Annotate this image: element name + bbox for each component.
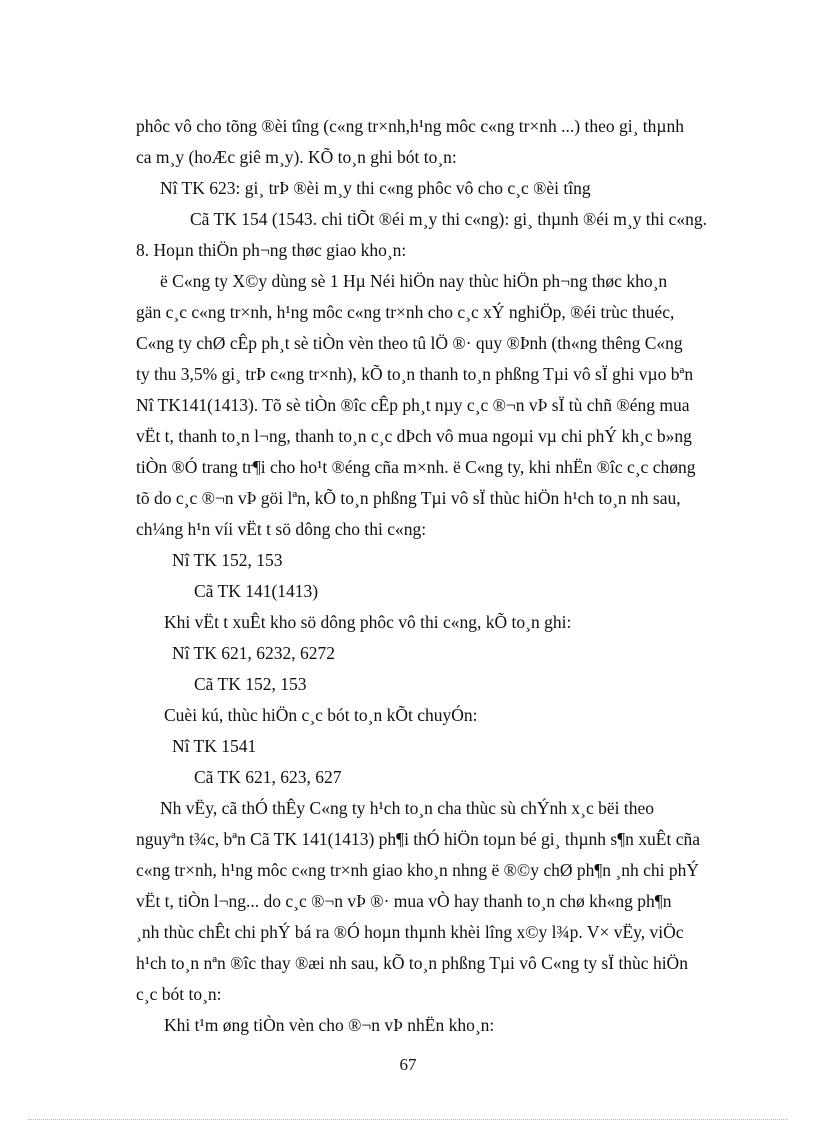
text-line: c«ng tr×nh, h¹ng môc c«ng tr×nh giao kho¸n nhng ë ®©y chØ ph¶n ¸nh chi phÝ: [136, 860, 700, 880]
text-line: Khi t¹m øng tiÒn vèn cho ®¬n vÞ nhËn kho¸n:: [164, 1015, 495, 1035]
text-line: phôc vô cho tõng ®èi tîng (c«ng tr×nh,h¹ng môc c«ng tr×nh ...) theo gi¸ thµnh: [136, 116, 684, 136]
text-line: Nî TK141(1413). Tõ sè tiÒn ®îc cÊp ph¸t nµy c¸c ®¬n vÞ sÏ tù chñ ®éng mua: [136, 395, 690, 415]
text-line: ¸nh thùc chÊt chi phÝ bá ra ®Ó hoµn thµnh khèi lîng x©y l¾p. V× vËy, viÖc: [136, 922, 684, 942]
text-line: ë C«ng ty X©y dùng sè 1 Hµ Néi hiÖn nay thùc hiÖn ph¬ng thøc kho¸n: [160, 271, 668, 291]
text-line: Nî TK 152, 153: [172, 550, 283, 570]
text-line: tõ do c¸c ®¬n vÞ göi lªn, kÕ to¸n phßng Tµi vô sÏ thùc hiÖn h¹ch to¸n nh sau,: [136, 488, 681, 508]
text-line: vËt t, thanh to¸n l¬ng, thanh to¸n c¸c dÞch vô mua ngoµi vµ chi phÝ kh¸c b»ng: [136, 426, 692, 446]
text-line: vËt t, tiÒn l¬ng... do c¸c ®¬n vÞ ®· mua vÒ hay thanh to¸n chø kh«ng ph¶n: [136, 891, 672, 911]
text-line: Cã TK 154 (1543. chi tiÕt ®éi m¸y thi c«ng): gi¸ thµnh ®éi m¸y thi c«ng.: [190, 209, 708, 229]
text-line: ca m¸y (hoÆc giê m¸y). KÕ to¸n ghi bót to¸n:: [136, 147, 457, 167]
text-line: Cã TK 141(1413): [194, 581, 319, 601]
text-line: Cã TK 621, 623, 627: [194, 767, 342, 787]
text-line: C«ng ty chØ cÊp ph¸t sè tiÒn vèn theo tû lÖ ®· quy ®Þnh (th«ng thêng C«ng: [136, 333, 683, 353]
text-line: nguyªn t¾c, bªn Cã TK 141(1413) ph¶i thÓ hiÖn toµn bé gi¸ thµnh s¶n xuÊt cña: [136, 829, 700, 849]
text-line: Nî TK 621, 6232, 6272: [172, 643, 336, 663]
text-line: Nh vËy, cã thÓ thÊy C«ng ty h¹ch to¸n cha thùc sù chÝnh x¸c bëi theo: [160, 798, 654, 818]
text-line: h¹ch to¸n nªn ®îc thay ®æi nh sau, kÕ to¸n phßng Tµi vô C«ng ty sÏ thùc hiÖn: [136, 953, 688, 973]
section-heading: 8. Hoµn thiÖn ph¬ng thøc giao kho¸n:: [136, 240, 407, 260]
text-line: ty thu 3,5% gi¸ trÞ c«ng tr×nh), kÕ to¸n thanh to¸n phßng Tµi vô sÏ ghi vµo bªn: [136, 364, 694, 384]
text-line: Cuèi kú, thùc hiÖn c¸c bót to¸n kÕt chuyÓn:: [164, 705, 478, 725]
text-line: Khi vËt t xuÊt kho sö dông phôc vô thi c«ng, kÕ to¸n ghi:: [164, 612, 572, 632]
text-line: tiÒn ®Ó trang tr¶i cho ho¹t ®éng cña m×nh. ë C«ng ty, khi nhËn ®îc c¸c chøng: [136, 457, 696, 477]
text-line: ch¼ng h¹n víi vËt t sö dông cho thi c«ng:: [136, 519, 427, 539]
text-line: Nî TK 623: gi¸ trÞ ®èi m¸y thi c«ng phôc vô cho c¸c ®èi tîng: [160, 178, 591, 198]
text-line: gän c¸c c«ng tr×nh, h¹ng môc c«ng tr×nh cho c¸c xÝ nghiÖp, ®éi trùc thuéc,: [136, 302, 675, 322]
footer-divider: [28, 1119, 788, 1120]
text-line: c¸c bót to¸n:: [136, 984, 222, 1004]
page-number: 67: [399, 1055, 417, 1074]
text-line: Nî TK 1541: [172, 736, 257, 756]
text-line: Cã TK 152, 153: [194, 674, 307, 694]
